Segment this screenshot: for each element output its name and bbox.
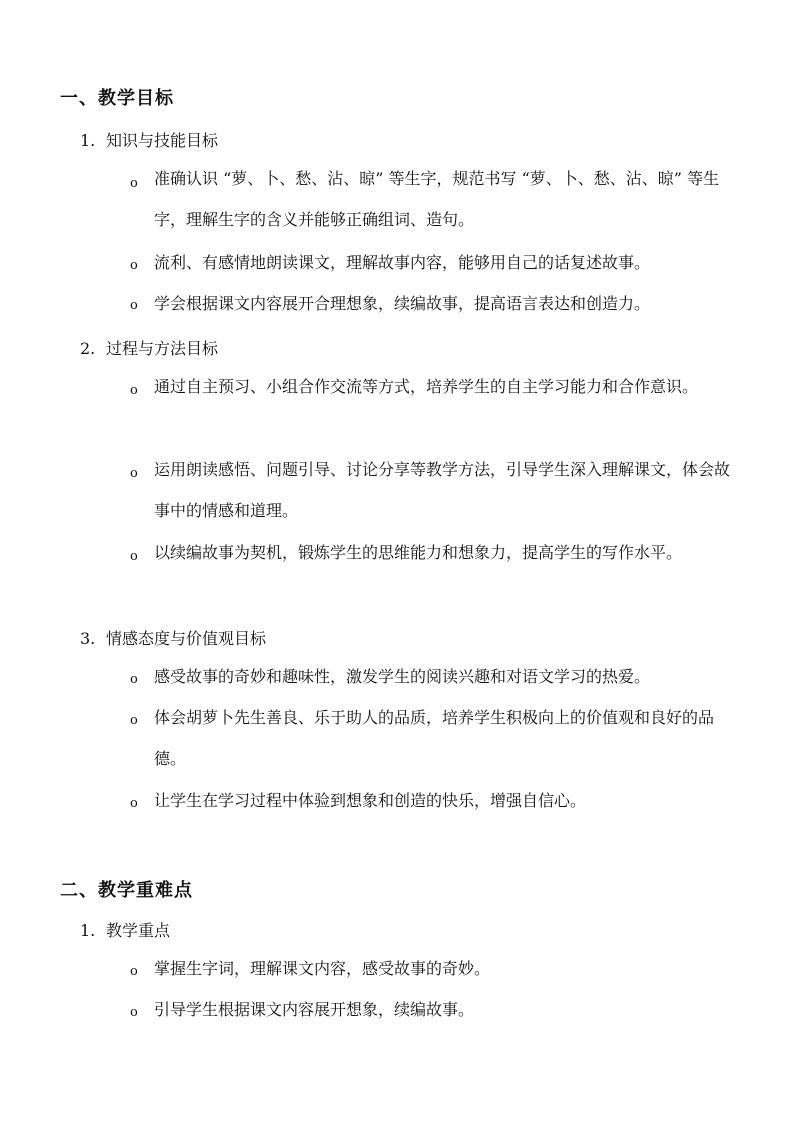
bullet-icon: o: [130, 713, 138, 728]
numbered-item: [80, 128, 218, 151]
bullet-text: 让学生在学习过程中体验到想象和创造的快乐，增强自信心。: [154, 791, 587, 810]
bullet-text: 感受故事的奇妙和趣味性，激发学生的阅读兴趣和对语文学习的热爱。: [154, 667, 651, 686]
item-number: 3.: [80, 629, 96, 648]
bullet-icon: o: [130, 796, 138, 811]
item-title: 知识与技能目标: [106, 131, 219, 150]
numbered-item: [80, 918, 170, 941]
bullet-icon: o: [130, 176, 138, 191]
bullet-text: 掌握生字词，理解课文内容，感受故事的奇妙。: [154, 959, 491, 978]
item-title: 过程与方法目标: [106, 339, 219, 358]
bullet-icon: o: [130, 549, 138, 564]
bullet-text: 准确认识 “萝、卜、愁、沾、晾” 等生字，规范书写 “萝、卜、愁、沾、晾” 等生字，理解生字的含义并能够正确组词、造句。: [154, 169, 720, 229]
item-number: 1.: [80, 921, 96, 940]
bullet-icon: o: [130, 1005, 138, 1020]
bullet-icon: o: [130, 298, 138, 313]
bullet-icon: o: [130, 466, 138, 481]
item-title: 教学重点: [106, 921, 171, 940]
bullet-text: 体会胡萝卜先生善良、乐于助人的品质，培养学生积极向上的价值观和良好的品德。: [154, 708, 715, 768]
bullet-icon: o: [130, 383, 138, 398]
bullet-text: 学会根据课文内容展开合理想象，续编故事，提高语言表达和创造力。: [154, 294, 651, 313]
numbered-item: [80, 626, 266, 649]
bullet-text: 运用朗读感悟、问题引导、讨论分享等教学方法，引导学生深入理解课文，体会故事中的情感和道理。: [154, 460, 731, 520]
item-number: 2.: [80, 339, 96, 358]
section-heading: 一、教学目标: [60, 88, 174, 109]
bullet-text: 引导学生根据课文内容展开想象，续编故事。: [154, 1000, 475, 1019]
bullet-text: 流利、有感情地朗读课文，理解故事内容，能够用自己的话复述故事。: [154, 253, 651, 272]
item-title: 情感态度与价值观目标: [106, 629, 267, 648]
bullet-text: 以续编故事为契机，锻炼学生的思维能力和想象力，提高学生的写作水平。: [154, 543, 683, 562]
item-number: 1.: [80, 131, 96, 150]
bullet-icon: o: [130, 258, 138, 273]
bullet-icon: o: [130, 964, 138, 979]
bullet-icon: o: [130, 672, 138, 687]
bullet-text: 通过自主预习、小组合作交流等方式，培养学生的自主学习能力和合作意识。: [154, 377, 699, 396]
numbered-item: [80, 336, 218, 359]
section-heading: 二、教学重难点: [60, 880, 193, 901]
